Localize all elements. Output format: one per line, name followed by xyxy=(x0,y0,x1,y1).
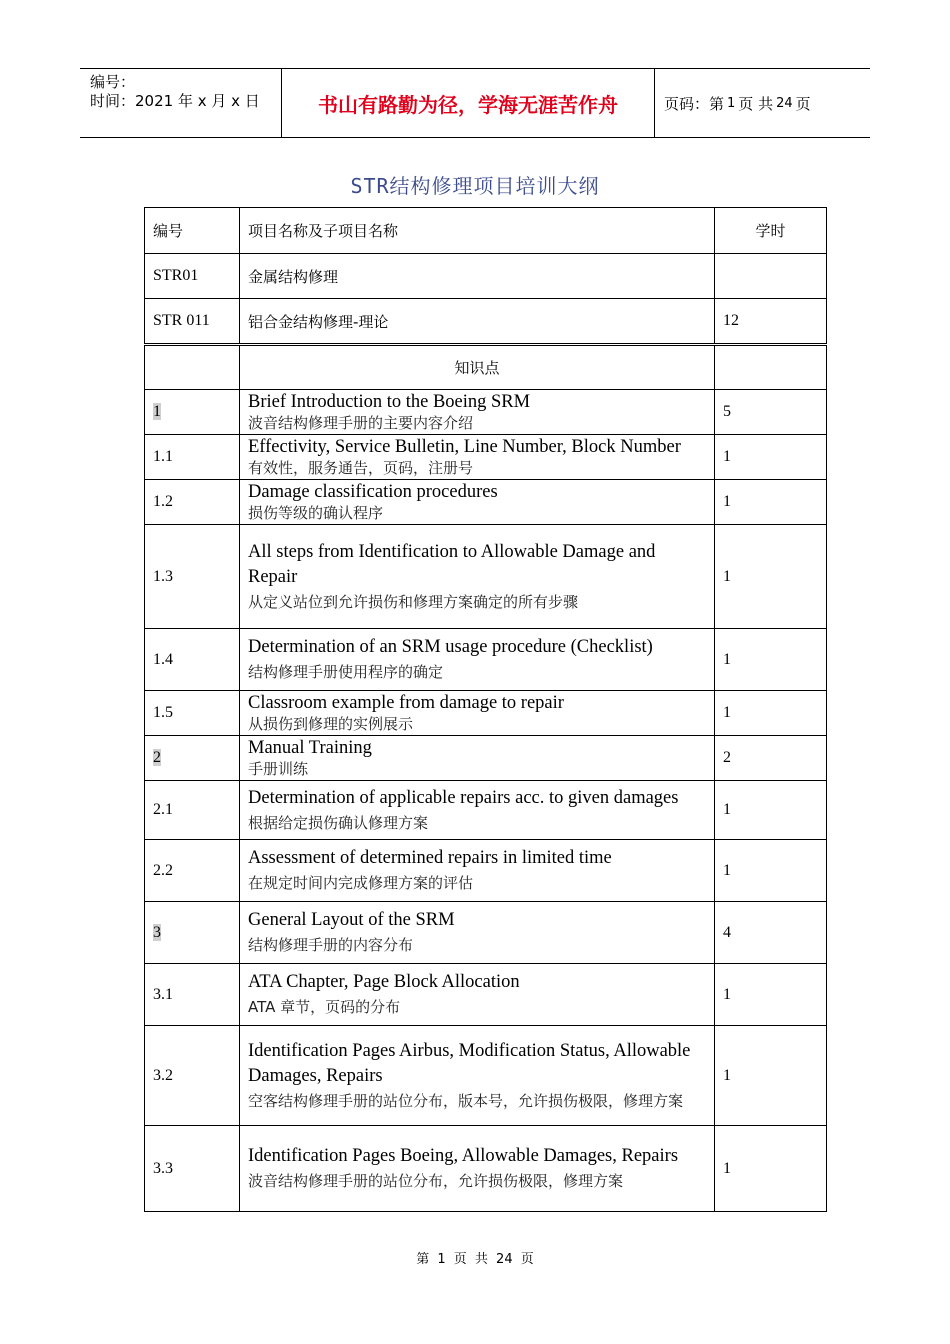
row-hours: 2 xyxy=(715,736,827,781)
row-code: 2.2 xyxy=(145,840,240,902)
row-zh: 从定义站位到允许损伤和修理方案确定的所有步骤 xyxy=(248,592,579,611)
header-cell-hours: 学时 xyxy=(715,208,827,254)
row-en: All steps from Identification to Allowable Damage and Repair xyxy=(248,541,656,587)
table-row xyxy=(145,1026,827,1126)
row-hours: 1 xyxy=(715,1126,827,1212)
table-row xyxy=(145,781,827,840)
row-code: 2.1 xyxy=(145,781,240,840)
page-footer: 第 1 页 共 24 页 xyxy=(416,1252,534,1267)
row-name: 金属结构修理 xyxy=(240,254,715,299)
time-label: 时间：2021 年 x 月 x 日 xyxy=(90,92,260,110)
row-zh: 在规定时间内完成修理方案的评估 xyxy=(248,874,474,892)
row-content xyxy=(240,1026,715,1126)
row-hours: 1 xyxy=(715,435,827,480)
row-code xyxy=(145,902,240,964)
row-code: 1.2 xyxy=(145,480,240,525)
row-content xyxy=(240,781,715,840)
row-hours: 1 xyxy=(715,629,827,691)
knowledge-table xyxy=(144,345,827,1212)
page-current: 1 xyxy=(727,95,736,111)
row-code-text: 2 xyxy=(153,749,161,766)
row-hours: 4 xyxy=(715,902,827,964)
empty-cell xyxy=(715,346,827,390)
knowledge-header: 知识点 xyxy=(240,346,715,390)
row-code: 1.3 xyxy=(145,525,240,629)
table-row xyxy=(145,736,827,781)
row-code: 1.5 xyxy=(145,691,240,736)
row-code: 3.2 xyxy=(145,1026,240,1126)
course-table xyxy=(144,207,827,344)
row-code: STR01 xyxy=(145,254,240,299)
row-en: Assessment of determined repairs in limited time xyxy=(248,848,612,868)
row-content xyxy=(240,525,715,629)
page-header xyxy=(80,68,870,138)
row-hours: 5 xyxy=(715,390,827,435)
row-en: Effectivity, Service Bulletin, Line Number, Block Number xyxy=(248,437,681,457)
row-en: Identification Pages Airbus, Modification Status, Allowable Damages, Repairs xyxy=(248,1040,691,1086)
row-code-text: 3 xyxy=(153,923,161,941)
row-content xyxy=(240,629,715,691)
row-en: Damage classification procedures xyxy=(248,482,498,502)
row-hours: 1 xyxy=(715,964,827,1026)
row-zh: 波音结构修理手册的主要内容介绍 xyxy=(248,414,474,432)
row-code: 1.4 xyxy=(145,629,240,691)
row-zh: 结构修理手册使用程序的确定 xyxy=(248,663,444,681)
row-zh: 有效性，服务通告，页码，注册号 xyxy=(248,459,474,477)
row-en: General Layout of the SRM xyxy=(248,910,455,930)
table-row xyxy=(145,525,827,629)
row-en: Determination of an SRM usage procedure (Checklist) xyxy=(248,637,653,657)
row-hours: 1 xyxy=(715,840,827,902)
table-row xyxy=(145,390,827,435)
row-hours: 1 xyxy=(715,691,827,736)
row-code xyxy=(145,390,240,435)
table-row xyxy=(145,902,827,964)
row-code: 3.1 xyxy=(145,964,240,1026)
header-left xyxy=(90,73,280,111)
row-zh: 空客结构修理手册的站位分布，版本号，允许损伤极限，修理方案 xyxy=(248,1091,684,1110)
row-content xyxy=(240,435,715,480)
page-mid: 页 共 xyxy=(738,94,774,113)
row-zh: 从损伤到修理的实例展示 xyxy=(248,715,414,733)
row-zh: 结构修理手册的内容分布 xyxy=(248,936,414,954)
row-content xyxy=(240,840,715,902)
row-zh: 波音结构修理手册的站位分布，允许损伤极限，修理方案 xyxy=(248,1172,624,1190)
row-content xyxy=(240,480,715,525)
row-content xyxy=(240,390,715,435)
row-en: Manual Training xyxy=(248,738,372,758)
empty-cell xyxy=(145,346,240,390)
header-cell-name: 项目名称及子项目名称 xyxy=(240,208,715,254)
number-label: 编号： xyxy=(90,73,136,91)
row-code xyxy=(145,736,240,781)
page-suffix: 页 xyxy=(795,94,811,113)
table-row xyxy=(145,629,827,691)
table-row xyxy=(145,840,827,902)
knowledge-header-row xyxy=(145,346,827,390)
row-hours xyxy=(715,254,827,299)
table-row xyxy=(145,691,827,736)
document-title: STR结构修理项目培训大纲 xyxy=(350,174,600,198)
row-en: ATA Chapter, Page Block Allocation xyxy=(248,972,520,992)
row-name: 铝合金结构修理-理论 xyxy=(240,299,715,344)
row-hours: 12 xyxy=(715,299,827,344)
row-en: Determination of applicable repairs acc. to given damages xyxy=(248,787,679,808)
table-header-row xyxy=(145,208,827,254)
row-content xyxy=(240,964,715,1026)
row-content xyxy=(240,691,715,736)
table-row xyxy=(145,254,827,299)
row-en: Brief Introduction to the Boeing SRM xyxy=(248,392,531,412)
row-hours: 1 xyxy=(715,525,827,629)
header-cell-code: 编号 xyxy=(145,208,240,254)
row-content xyxy=(240,736,715,781)
page-total: 24 xyxy=(776,95,793,111)
table-row xyxy=(145,1126,827,1212)
row-zh: 根据给定损伤确认修理方案 xyxy=(248,813,429,832)
row-hours: 1 xyxy=(715,781,827,840)
row-code-text: 1 xyxy=(153,403,161,420)
row-zh: 手册训练 xyxy=(248,760,309,778)
row-hours: 1 xyxy=(715,1026,827,1126)
row-content xyxy=(240,1126,715,1212)
row-code: 3.3 xyxy=(145,1126,240,1212)
row-content xyxy=(240,902,715,964)
header-motto: 书山有路勤为径，学海无涯苦作舟 xyxy=(318,92,618,117)
row-zh: 损伤等级的确认程序 xyxy=(248,504,384,522)
table-row xyxy=(145,964,827,1026)
row-en: Classroom example from damage to repair xyxy=(248,693,564,713)
row-hours: 1 xyxy=(715,480,827,525)
table-row xyxy=(145,435,827,480)
table-row xyxy=(145,299,827,344)
row-code: STR 011 xyxy=(145,299,240,344)
table-row xyxy=(145,480,827,525)
row-en: Identification Pages Boeing, Allowable Damages, Repairs xyxy=(248,1146,679,1166)
header-page-info xyxy=(664,69,811,137)
page-prefix: 页码：第 xyxy=(664,94,725,113)
header-divider xyxy=(654,69,655,137)
row-zh: ATA 章节，页码的分布 xyxy=(248,998,401,1016)
row-code: 1.1 xyxy=(145,435,240,480)
